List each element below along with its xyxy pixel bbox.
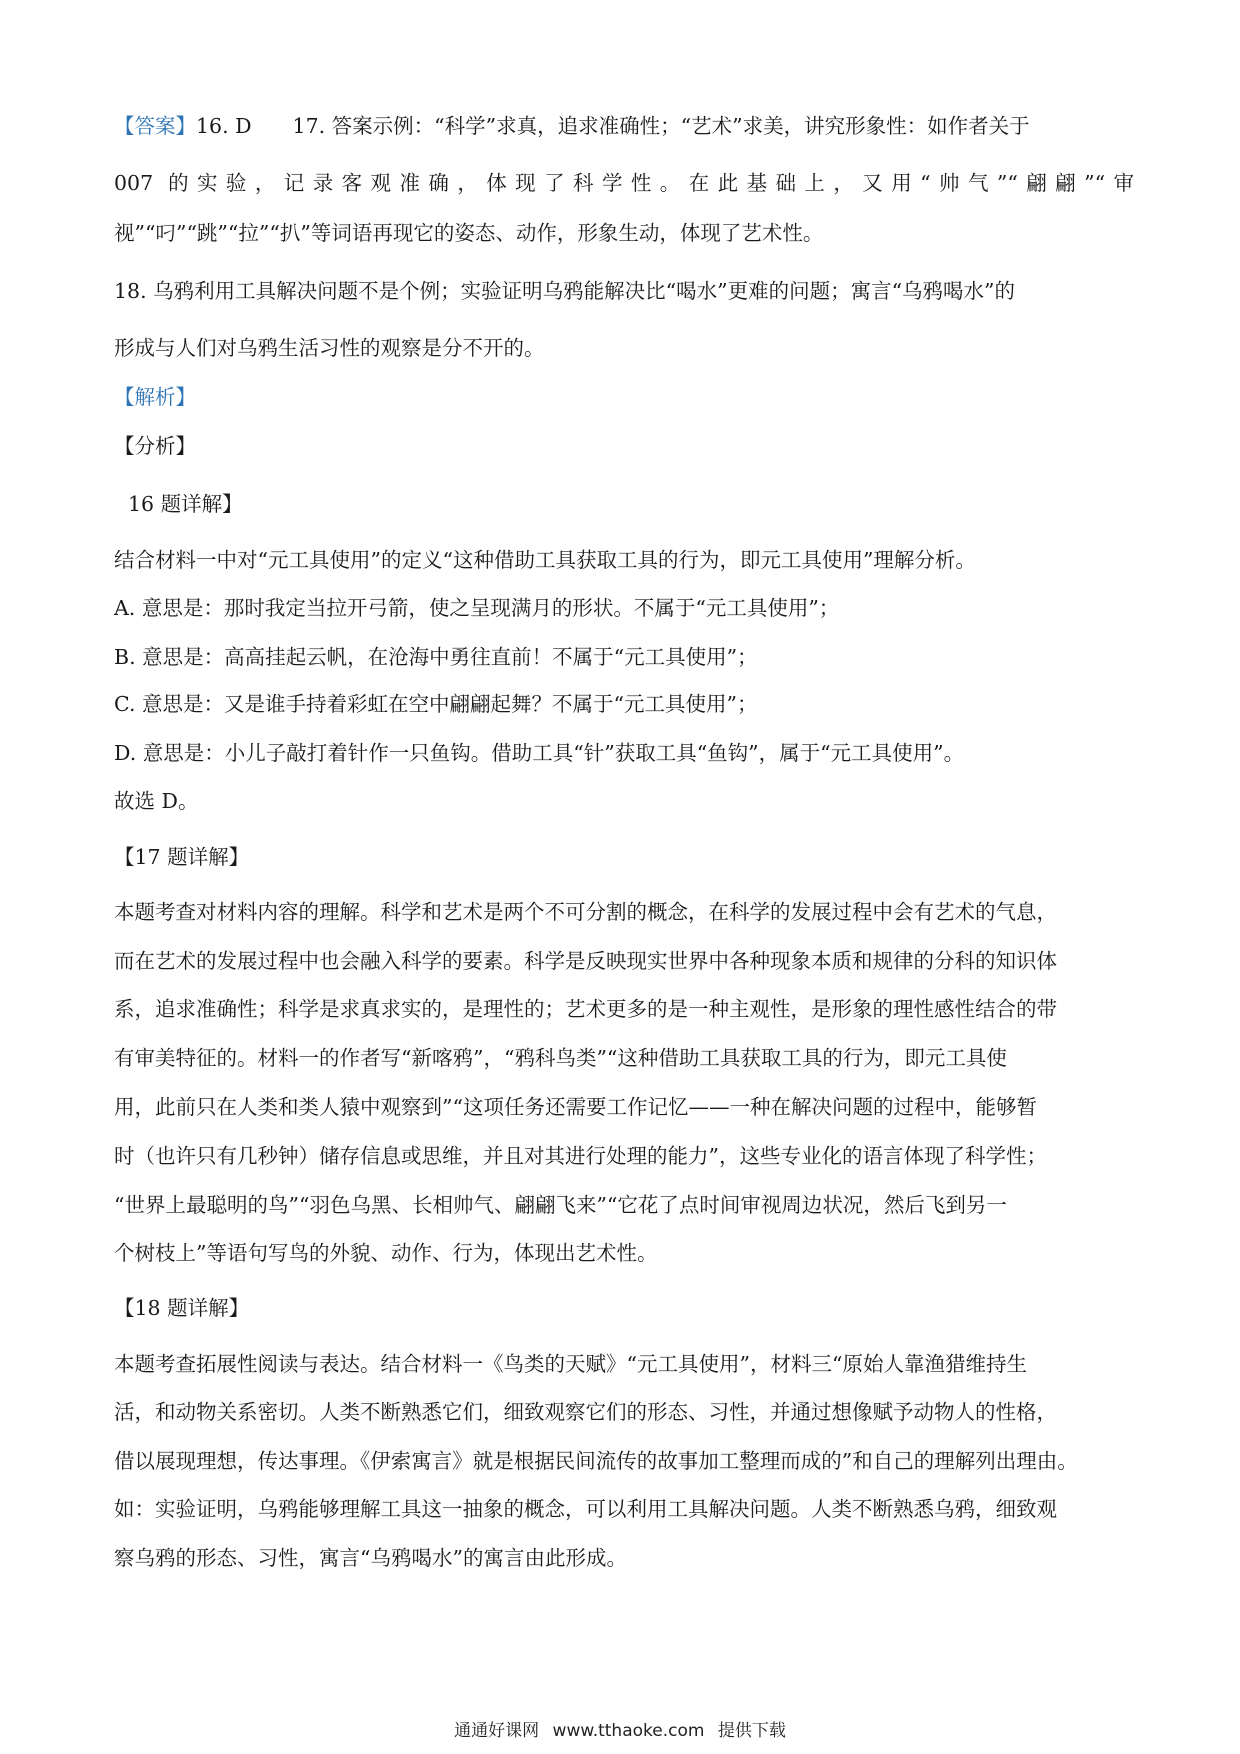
footer-site-name: 通通好课网 [454,1721,540,1741]
answer-line-4: 18. 乌鸦利用工具解决问题不是个例；实验证明乌鸦能解决比“喝水”更难的问题；寓言“乌鸦喝水”的 [114,279,1016,303]
q17-heading: 【17 题详解】 [114,845,250,869]
q16-line: B. 意思是：高高挂起云帆，在沧海中勇往直前！不属于“元工具使用”； [114,645,758,669]
q16-line: 故选 D。 [114,789,199,813]
q16-line: A. 意思是：那时我定当拉开弓箭，使之呈现满月的形状。不属于“元工具使用”； [114,596,840,620]
q17-line: 时（也许只有几秒钟）储存信息或思维，并且对其进行处理的能力”，这些专业化的语言体现了科学性； [114,1144,1047,1168]
q16-line: D. 意思是：小儿子敲打着针作一只鱼钩。借助工具“针”获取工具“鱼钩”，属于“元工具使用”。 [114,741,965,765]
q17-line: “世界上最聪明的鸟”“羽色乌黑、长相帅气、翩翩飞来”“它花了点时间审视周边状况，然后飞到另一 [114,1193,1007,1217]
page-footer [0,1716,1240,1741]
q17-line: 有审美特征的。材料一的作者写“新喀鸦”，“鸦科鸟类”“这种借助工具获取工具的行为，即元工具使 [114,1046,1007,1070]
q16-heading: 16 题详解】 [128,492,243,516]
answer-line-3: 视”“叼”“跳”“拉”“扒”等词语再现它的姿态、动作，形象生动，体现了艺术性。 [114,221,824,245]
q18-line: 本题考查拓展性阅读与表达。结合材料一《鸟类的天赋》“元工具使用”，材料三“原始人靠渔猎维持生 [114,1352,1027,1376]
q17-line: 个树枝上”等语句写鸟的外貌、动作、行为，体现出艺术性。 [114,1241,658,1265]
analysis-label: 【解析】 [114,385,196,409]
q18-line: 活，和动物关系密切。人类不断熟悉它们，细致观察它们的形态、习性，并通过想像赋予动物人的性格， [114,1400,1057,1424]
q17-line: 系，追求准确性；科学是求真求实的，是理性的；艺术更多的是一种主观性，是形象的理性感性结合的带 [114,997,1057,1021]
q18-line: 借以展现理想，传达事理。《伊索寓言》就是根据民间流传的故事加工整理而成的”和自己的理解列出理由。 [114,1449,1078,1473]
answer-text: 16. D 17. 答案示例：“科学”求真，追求准确性；“艺术”求美，讲究形象性：如作者关于 [196,114,1030,138]
q17-line: 本题考查对材料内容的理解。科学和艺术是两个不可分割的概念，在科学的发展过程中会有艺术的气息， [114,900,1057,924]
q18-line: 察乌鸦的形态、习性，寓言“乌鸦喝水”的寓言由此形成。 [114,1546,627,1570]
answer-label: 【答案】 [114,114,196,138]
answer-line-5: 形成与人们对乌鸦生活习性的观察是分不开的。 [114,336,545,360]
q17-line: 而在艺术的发展过程中也会融入科学的要素。科学是反映现实世界中各种现象本质和规律的分科的知识体 [114,949,1057,973]
q18-heading: 【18 题详解】 [114,1296,250,1320]
footer-note: 提供下载 [717,1721,786,1741]
fenxi-label: 【分析】 [114,434,196,458]
q17-line: 用，此前只在人类和类人猿中观察到”“这项任务还需要工作记忆——一种在解决问题的过程中，能够暂 [114,1095,1037,1119]
q16-line: C. 意思是：又是谁手持着彩虹在空中翩翩起舞？不属于“元工具使用”； [114,692,758,716]
footer-url[interactable]: www.tthaoke.com [552,1721,705,1741]
q18-line: 如：实验证明，乌鸦能够理解工具这一抽象的概念，可以利用工具解决问题。人类不断熟悉乌鸦，细致观 [114,1497,1057,1521]
answer-line-1 [114,111,1134,141]
q16-line: 结合材料一中对“元工具使用”的定义“这种借助工具获取工具的行为，即元工具使用”理解分析。 [114,548,976,572]
answer-line-2: 007 的实验，记录客观准确，体现了科学性。在此基础上，又用“帅气”“翩翩”“审 [114,171,1134,195]
